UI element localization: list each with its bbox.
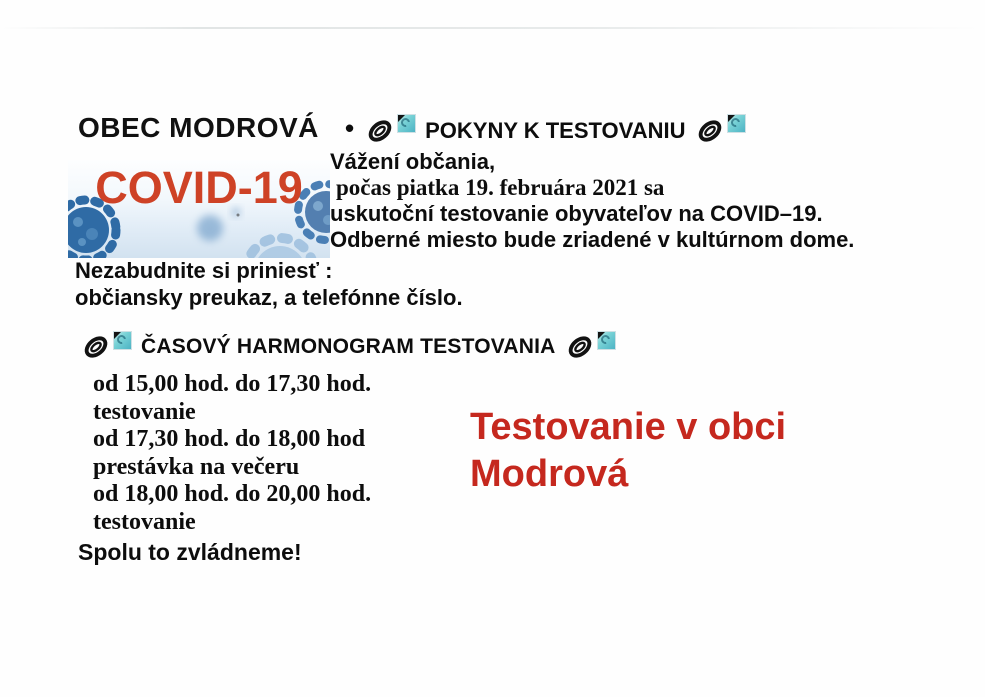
- paperclip-icon: [694, 116, 726, 146]
- location-info-line: Odberné miesto bude zriadené v kultúrnom dome.: [330, 227, 855, 252]
- object-corner-mark: [114, 332, 121, 339]
- paperclip-icon: [80, 332, 112, 362]
- schedule-heading-text: ČASOVÝ HARMONOGRAM TESTOVANIA: [141, 335, 556, 358]
- paperclip-icon: [364, 116, 396, 146]
- highlight-line-1: Testovanie v obci: [470, 406, 787, 448]
- covid-19-label: COVID-19: [95, 162, 303, 213]
- object-corner-mark: [728, 115, 735, 122]
- testing-info-line: uskutoční testovanie obyvateľov na COVID–19.: [330, 201, 823, 226]
- embedded-object-icon: [398, 115, 415, 132]
- bullet-point: •: [345, 113, 355, 143]
- slogan-line: Spolu to zvládneme!: [78, 539, 302, 565]
- virus-bottom: [246, 238, 314, 258]
- schedule-list: [93, 371, 371, 536]
- paperclip-icon: [564, 332, 596, 362]
- testing-date-line: počas piatka 19. februára 2021 sa: [336, 175, 665, 200]
- object-corner-mark: [398, 115, 405, 122]
- embedded-object-icon: [728, 115, 745, 132]
- covid-banner-image: [68, 160, 330, 258]
- greeting-line: Vážení občania,: [330, 149, 496, 174]
- testing-highlight-title: [470, 404, 786, 498]
- schedule-heading: [80, 332, 617, 362]
- schedule-item: testovanie: [93, 508, 196, 535]
- embedded-object-icon: [114, 332, 131, 349]
- schedule-item: testovanie: [93, 398, 196, 425]
- bring-reminder-line: Nezabudnite si priniesť :: [75, 258, 333, 283]
- schedule-item: od 15,00 hod. do 17,30 hod.: [93, 371, 372, 397]
- bring-items-line: občiansky preukaz, a telefónne číslo.: [75, 285, 463, 310]
- schedule-item: od 17,30 hod. do 18,00 hod: [93, 426, 366, 452]
- embedded-object-icon: [598, 332, 615, 349]
- highlight-line-2: Modrová: [470, 453, 629, 495]
- object-corner-mark: [598, 332, 605, 339]
- instructions-heading: [345, 115, 747, 146]
- scan-artifact-line: [0, 27, 985, 29]
- schedule-item: prestávka na večeru: [93, 453, 300, 480]
- schedule-item: od 18,00 hod. do 20,00 hod.: [93, 481, 372, 507]
- village-title: OBEC MODROVÁ: [78, 112, 319, 143]
- instructions-heading-text: POKYNY K TESTOVANIU: [425, 117, 686, 143]
